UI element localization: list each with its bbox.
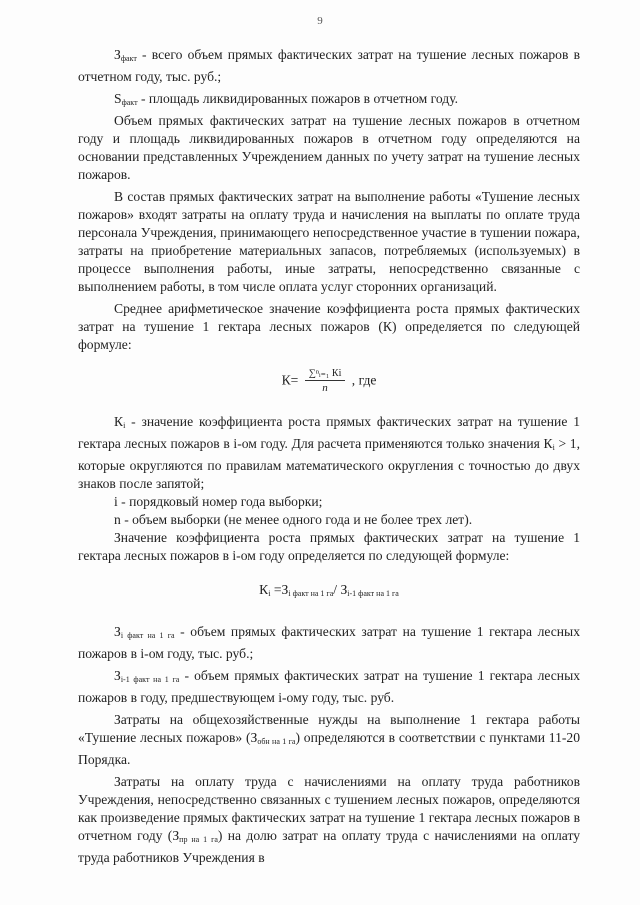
paragraph-direct-costs: В состав прямых фактических затрат на выполнение работы «Тушение лесных пожаров» входят затраты на оплату труда и начисления на выплаты по оплате труда персонала Учреждения, принимающего непосредственное участие в тушении пожара, затраты на приобретение материальных запасов, потребляемых (используемых) в процессе выполнения работы, иные затраты, непосредственно связанные с выполнением работы, в том числе оплата услуг сторонних организаций. xyxy=(78,189,580,294)
definition-text: - объем прямых фактических затрат на тушение 1 гектара лесных пожаров в i-ом году, тыс. руб.; xyxy=(78,624,580,661)
definition-text-cont: > 1, которые округляются по правилам математического округления с точностью до двух знаков после запятой; xyxy=(78,436,580,491)
definition-z-fact xyxy=(78,46,580,86)
definition-text: - площадь ликвидированных пожаров в отчетном году. xyxy=(137,91,459,106)
symbol: З xyxy=(114,624,121,639)
fraction-numerator: ∑ⁿᵢ₌₁ Кi xyxy=(305,368,346,381)
paragraph-overhead xyxy=(78,711,580,769)
definition-n: n - объем выборки (не менее одного года и не более трех лет). xyxy=(114,512,473,527)
formula-k: К xyxy=(259,582,269,597)
formula-fraction xyxy=(305,368,346,395)
subscript: i-1 факт на 1 га xyxy=(347,589,399,598)
symbol: З xyxy=(114,47,121,62)
symbol: S xyxy=(114,91,122,106)
subscript: i-1 факт на 1 га xyxy=(120,675,180,684)
definition-text: - всего объем прямых фактических затрат на тушение лесных пожаров в отчетном году, тыс. руб.; xyxy=(78,47,580,84)
subscript: i xyxy=(268,589,271,598)
page-number: 9 xyxy=(317,15,323,27)
definition-i: i - порядковый номер года выборки; xyxy=(114,494,323,509)
definition-ki xyxy=(78,413,580,493)
formula-ki xyxy=(78,581,580,603)
definition-s-fact xyxy=(78,90,580,112)
text-part: ) определяются в соответствии с пунктами 11-20 Порядка. xyxy=(78,730,580,767)
subscript: i xyxy=(552,443,555,452)
symbol: З xyxy=(114,668,121,683)
subscript: обн на 1 га xyxy=(257,737,296,746)
formula-eq: =З xyxy=(270,582,289,597)
definition-text: - значение коэффициента роста прямых фактических затрат на тушение 1 гектара лесных пожаров в i-ом году. Для расчета применяются только значения К xyxy=(78,414,580,451)
paragraph-yearly-coefficient: Значение коэффициента роста прямых фактических затрат на тушение 1 гектара лесных пожаров в i-ом году определяется по следующей формуле: xyxy=(78,530,580,563)
subscript: i факт на 1 га xyxy=(288,589,334,598)
formula-right: , где xyxy=(351,372,377,388)
definition-zi-1 xyxy=(78,667,580,707)
paragraph-mean-coefficient: Среднее арифметическое значение коэффициента роста прямых фактических затрат на тушение 1 гектара лесных пожаров (К) определяется по следующей формуле: xyxy=(78,301,580,352)
subscript: факт xyxy=(120,54,137,63)
definition-zi xyxy=(78,623,580,663)
subscript: i xyxy=(123,421,126,430)
definition-text: - объем прямых фактических затрат на тушение 1 гектара лесных пожаров в году, предшествующем i-ому году, тыс. руб. xyxy=(78,668,580,705)
paragraph-labor-costs xyxy=(78,773,580,867)
text-part: Затраты на оплату труда с начислениями на оплату труда работников Учреждения, непосредственно связанных с тушением лесных пожаров, определяются как произведение прямых фактических затрат на тушение 1 гектара лесных пожаров в отчетном году (З xyxy=(78,774,580,843)
symbol: К xyxy=(114,414,124,429)
formula-left: К= xyxy=(281,372,299,388)
paragraph-volume-area: Объем прямых фактических затрат на тушение лесных пожаров в отчетном году и площадь ликвидированных пожаров в отчетном году определяются на основании представленных Учреждением данных по учету затрат на тушение лесных пожаров. xyxy=(78,113,580,182)
fraction-denominator: n xyxy=(322,382,328,394)
formula-slash: / З xyxy=(333,582,348,597)
document-body xyxy=(78,46,580,867)
subscript: i факт на 1 га xyxy=(120,631,175,640)
text-part: ) на долю затрат на оплату труда с начислениями на оплату труда работников Учреждения в xyxy=(78,828,581,865)
formula-mean-k xyxy=(78,368,580,395)
subscript: факт xyxy=(121,98,138,107)
text-part: Затраты на общехозяйственные нужды на выполнение 1 гектара работы «Тушение лесных пожаров» (З xyxy=(78,712,580,745)
subscript: пр на 1 га xyxy=(179,835,218,844)
